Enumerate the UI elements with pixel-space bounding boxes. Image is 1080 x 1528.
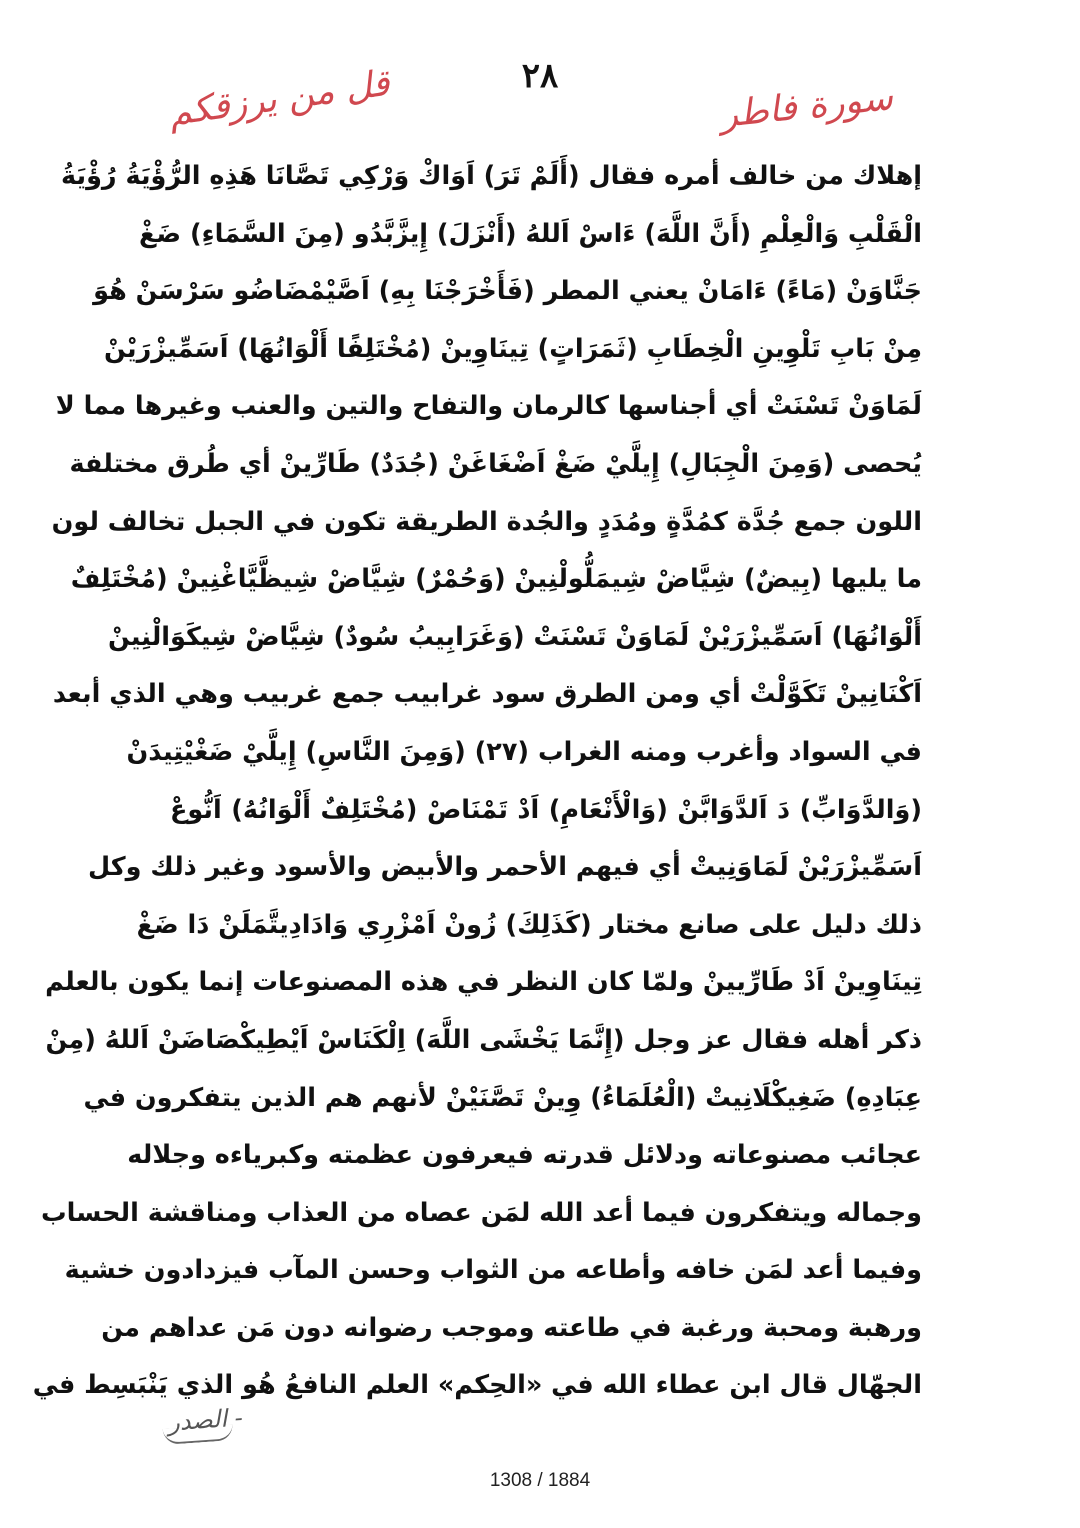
text-line: ذكر أهله فقال عز وجل (إِنَّمَا يَخْشَى اللَّهَ) اِلْكَنَاسْ اَيْطِيكْصَاضَنْ اَللهُ (مِنْ <box>45 1024 922 1055</box>
handwritten-note-left: قل من يرزقكم <box>166 62 393 135</box>
text-line: ذلك دليل على صانع مختار (كَذَلِكَ) زُونْ اَمْزْرِي وَادَادِيتَّمَلَنْ دَا ضَغْ <box>136 909 922 940</box>
text-line: الجهّال قال ابن عطاء الله في «الحِكم» العلم النافعُ هُو الذي يَنْبَسِط في <box>32 1370 922 1401</box>
page-number: ٢٨ <box>521 56 559 96</box>
text-line: اَكْنَانِينْ تَكَوَّلْتْ أي ومن الطرق سود غرابيب جمع غربيب وهي الذي أبعد <box>52 679 922 710</box>
text-line: اللون جمع جُدَّة كمُدَّةٍ ومُدَدٍ والجُدة الطريقة تكون في الجبل تخالف لون <box>51 506 922 537</box>
main-text <box>32 148 922 1415</box>
text-line: ما يليها (بِيضٌ) شِيَّاضْ شِيمَلُّولْنِينْ (وَحُمْرٌ) شِيَّاضْ شِيظَّيَّاغْنِينْ (مُخْتَلِفٌ <box>70 564 922 595</box>
handwritten-footer-note: - الصدر <box>167 1403 244 1437</box>
text-line: عِبَادِهِ) ضَغِيكْلَانِيتْ (الْعُلَمَاءُ) وِينْ تَصَّنَيْنْ لأنهم هم الذين يتفكرون في <box>83 1082 922 1113</box>
text-line: لَمَاوَنْ تَسْنَتْ أي أجناسها كالرمان والتفاح والتين والعنب وغيرها مما لا <box>55 391 922 422</box>
text-line: في السواد وأغرب ومنه الغراب (٢٧) (وَمِنَ النَّاسِ) إِيلَّيْ ضَغْيْتِيدَنْ <box>126 736 922 767</box>
text-line: عجائب مصنوعاته ودلائل قدرته فيعرفون عظمته وكبرياءه وجلاله <box>127 1140 922 1171</box>
text-line: وفيما أعد لمَن خافه وأطاعه من الثواب وحسن المآب فيزدادون خشية <box>64 1255 922 1286</box>
text-line: الْقَلْبِ وَالْعِلْمِ (أَنَّ اللَّهَ) ءَاسْ اَللهُ (أَنْزَلَ) إِيزَّبَّدُو (مِنَ السَّمَاءِ) ضَغْ <box>139 218 922 249</box>
text-line: ورهبة ومحبة ورغبة في طاعته وموجب رضوانه دون مَن عداهم من <box>101 1312 922 1343</box>
handwritten-note-right: سورة فاطر <box>718 77 895 136</box>
text-line: وجماله ويتفكرون فيما أعد الله لمَن عصاه من العذاب ومناقشة الحساب <box>41 1197 922 1228</box>
text-line: جَنَّاوَنْ (مَاءً) ءَامَانْ يعني المطر (فَأَخْرَجْنَا بِهِ) اَصَّيْمْضَاضُو سَرْسَنْ هُوَ <box>93 276 922 307</box>
text-line: (وَالدَّوَابِّ) دَ اَلدَّوَابَّنْ (وَالْأَنْعَامِ) اَدْ تَمْنَاصْ (مُخْتَلِفٌ أَلْوَانُهُ) اَنُّوعْ <box>170 794 922 825</box>
text-line: يُحصى (وَمِنَ الْجِبَالِ) إِيلَّيْ ضَغْ اَضْغَاغَنْ (جُدَدٌ) طَارِّينْ أي طُرق مختلفة <box>69 448 922 479</box>
page-counter: 1308 / 1884 <box>489 1470 591 1491</box>
text-line: تِينَاوِينْ اَدْ طَارِّيينْ ولمّا كان النظر في هذه المصنوعات إنما يكون بالعلم <box>45 967 922 998</box>
text-line: اَسَمِّيزْرَيْنْ لَمَاوَنِيتْ أي فيهم الأحمر والأبيض والأسود وغير ذلك وكل <box>88 852 922 883</box>
text-line: مِنْ بَابِ تَلْوِينِ الْخِطَابِ (ثَمَرَاتٍ) تِينَاوِينْ (مُخْتَلِفًا أَلْوَانُهَا) اَسَمِّيزْرَيْنْ <box>104 333 922 364</box>
text-line: أَلْوَانُهَا) اَسَمِّيزْرَيْنْ لَمَاوَنْ تَسْنَتْ (وَغَرَابِيبُ سُودٌ) شِيَّاضْ شِيكَوَالْنِينْ <box>107 621 922 652</box>
text-line: إهلاك من خالف أمره فقال (أَلَمْ تَرَ) اَوَاكْ وَرْكِي تَصَّانَا هَذِهِ الرُّؤْيَةُ رُؤْيَةُ <box>61 161 922 191</box>
